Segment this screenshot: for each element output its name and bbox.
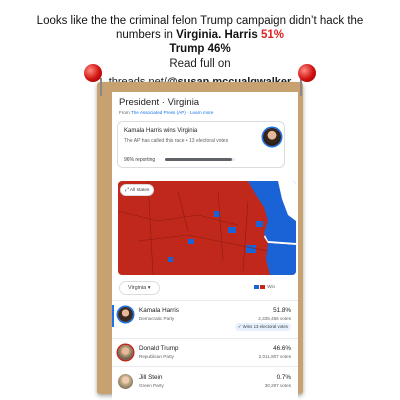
harris-avatar	[263, 128, 281, 146]
race-call-heading: Kamala Harris wins Virginia	[124, 128, 198, 134]
state-dropdown[interactable]: Virginia ▾	[119, 281, 160, 295]
virginia-county-map[interactable]	[118, 181, 296, 275]
race-call-box	[117, 121, 285, 168]
divider	[112, 300, 298, 301]
page-title: President · Virginia	[119, 97, 200, 108]
tidewater-region	[266, 243, 296, 275]
blue-county	[168, 257, 173, 262]
read-full-text: Read full on	[169, 58, 231, 70]
legend-rep-swatch	[260, 285, 265, 289]
trump-avatar	[118, 345, 133, 360]
map-legend: Win	[254, 284, 275, 289]
divider	[112, 338, 298, 339]
pin-needle	[100, 78, 102, 96]
caption-line-2: numbers in Virginia. Harris 51%	[116, 29, 284, 41]
learn-more-link[interactable]: Learn more	[189, 110, 214, 115]
harris-percent: 51%	[260, 29, 284, 41]
electoral-votes-badge: ✓ Wins 13 electoral votes	[235, 323, 291, 331]
push-pin-icon	[298, 64, 316, 82]
blue-county	[214, 211, 220, 217]
winner-accent-bar	[112, 305, 114, 327]
caption-line-3: Trump 46%	[169, 43, 231, 55]
expand-icon: ⤢	[125, 188, 129, 193]
all-states-button[interactable]: ⤢ All states	[120, 184, 154, 196]
candidate-row-stein[interactable]: Jill Stein Green Party 0.7% 30,297 votes	[112, 369, 298, 399]
legend-dem-swatch	[254, 285, 259, 289]
source-link[interactable]: The Associated Press (AP)	[130, 110, 186, 115]
reporting-text: 96% reporting	[124, 157, 156, 163]
blue-county	[246, 245, 256, 253]
push-pin-icon	[84, 64, 102, 82]
stein-avatar	[118, 374, 133, 389]
blue-county	[228, 227, 236, 233]
race-call-subtext: The AP has called this race • 13 electoral votes	[124, 138, 229, 144]
reporting-progress-bar	[165, 158, 235, 161]
blue-county	[188, 239, 194, 244]
candidate-row-trump[interactable]: Donald Trump Republican Party 46.6% 2,011,807 votes	[112, 340, 298, 370]
caption-line-1: Looks like the the criminal felon Trump campaign didn’t hack the	[36, 15, 364, 27]
harris-avatar	[118, 307, 133, 322]
divider	[112, 366, 298, 367]
post-caption	[10, 14, 390, 56]
source-line: From The Associated Press (AP) · Learn more	[119, 110, 214, 115]
chevron-down-icon: ▾	[147, 285, 151, 291]
blue-county	[256, 221, 263, 227]
candidate-row-harris[interactable]: Kamala Harris Democratic Party 51.8% 2,335,456 votes ✓ Wins 13 electoral votes	[112, 302, 298, 332]
election-result-card	[112, 92, 298, 400]
